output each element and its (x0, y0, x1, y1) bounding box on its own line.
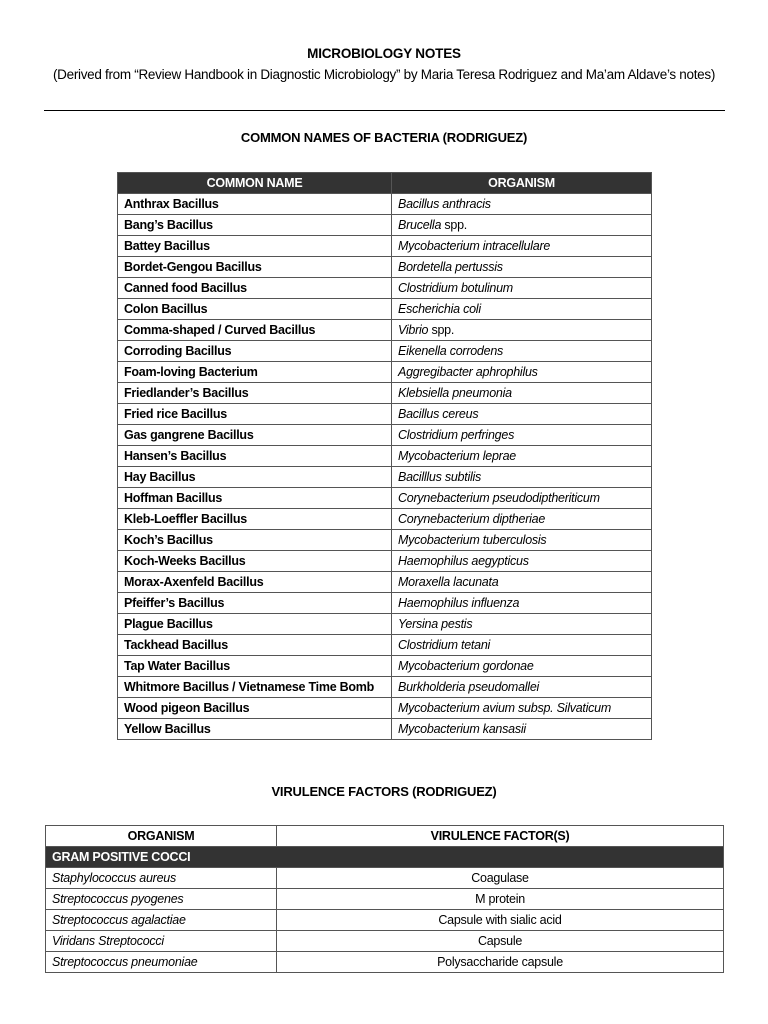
table-row (118, 719, 652, 740)
organism-cell (392, 551, 652, 572)
document-title: MICROBIOLOGY NOTES (307, 46, 461, 61)
organism-name: Haemophilus aegypticus (398, 554, 529, 568)
table-row (118, 446, 652, 467)
common-name-cell: Tap Water Bacillus (118, 656, 392, 677)
common-name-cell: Yellow Bacillus (118, 719, 392, 740)
organism-cell (392, 425, 652, 446)
table-row (118, 278, 652, 299)
table-row (118, 425, 652, 446)
table-row (118, 320, 652, 341)
organism-cell (392, 278, 652, 299)
table-row (118, 194, 652, 215)
table-row (118, 635, 652, 656)
column-header-organism: ORGANISM (46, 826, 277, 847)
organism-cell (392, 572, 652, 593)
organism-cell (392, 656, 652, 677)
organism-cell (392, 446, 652, 467)
common-name-cell: Foam-loving Bacterium (118, 362, 392, 383)
common-name-cell: Canned food Bacillus (118, 278, 392, 299)
organism-cell: Viridans Streptococci (46, 931, 277, 952)
organism-cell (392, 383, 652, 404)
organism-name: Bacillus anthracis (398, 197, 491, 211)
table-row (46, 952, 724, 973)
organism-cell (392, 719, 652, 740)
organism-cell (392, 404, 652, 425)
organism-cell (392, 635, 652, 656)
table-row (118, 656, 652, 677)
table-row (118, 215, 652, 236)
organism-cell (392, 467, 652, 488)
table-row (118, 530, 652, 551)
table-row (118, 383, 652, 404)
organism-name: Clostridium perfringes (398, 428, 515, 442)
common-name-cell: Plague Bacillus (118, 614, 392, 635)
common-name-cell: Colon Bacillus (118, 299, 392, 320)
organism-name: Burkholderia pseudomallei (398, 680, 540, 694)
organism-name: Mycobacterium tuberculosis (398, 533, 547, 547)
organism-cell (392, 194, 652, 215)
common-name-cell: Kleb-Loeffler Bacillus (118, 509, 392, 530)
common-name-cell: Pfeiffer’s Bacillus (118, 593, 392, 614)
table-row (118, 467, 652, 488)
organism-name: Mycobacterium avium subsp. Silvaticum (398, 701, 612, 715)
column-header-common-name: COMMON NAME (118, 173, 392, 194)
organism-name: Moraxella lacunata (398, 575, 499, 589)
organism-name: Brucella (398, 218, 442, 232)
virulence-factor-cell: Capsule (277, 931, 724, 952)
organism-name: Corynebacterium diptheriae (398, 512, 546, 526)
common-name-cell: Comma-shaped / Curved Bacillus (118, 320, 392, 341)
divider-line (44, 110, 725, 111)
table-row (118, 362, 652, 383)
organism-cell (392, 362, 652, 383)
document-subtitle: (Derived from “Review Handbook in Diagnostic Microbiology” by Maria Teresa Rodriguez and Ma’am Aldave’s notes) (52, 67, 716, 82)
organism-cell (392, 509, 652, 530)
common-name-cell: Hansen’s Bacillus (118, 446, 392, 467)
organism-cell (392, 341, 652, 362)
common-name-cell: Corroding Bacillus (118, 341, 392, 362)
common-name-cell: Hay Bacillus (118, 467, 392, 488)
section-title-common-names: COMMON NAMES OF BACTERIA (RODRIGUEZ) (240, 130, 528, 145)
organism-name: Mycobacterium leprae (398, 449, 516, 463)
organism-suffix: spp. (441, 218, 468, 232)
common-name-cell: Koch’s Bacillus (118, 530, 392, 551)
organism-cell (392, 530, 652, 551)
table-row (118, 677, 652, 698)
table-header-row (46, 826, 724, 847)
table-row (118, 551, 652, 572)
organism-cell (392, 236, 652, 257)
common-names-table (117, 172, 652, 740)
organism-name: Escherichia coli (398, 302, 481, 316)
organism-name: Eikenella corrodens (398, 344, 504, 358)
common-name-cell: Koch-Weeks Bacillus (118, 551, 392, 572)
table-row (46, 868, 724, 889)
table-row (118, 698, 652, 719)
table-row (118, 299, 652, 320)
organism-cell: Streptococcus agalactiae (46, 910, 277, 931)
organism-cell (392, 299, 652, 320)
common-name-cell: Bordet-Gengou Bacillus (118, 257, 392, 278)
organism-cell: Staphylococcus aureus (46, 868, 277, 889)
organism-name: Mycobacterium gordonae (398, 659, 534, 673)
virulence-factors-table (45, 825, 724, 973)
column-header-organism: ORGANISM (392, 173, 652, 194)
organism-cell: Streptococcus pyogenes (46, 889, 277, 910)
organism-cell (392, 215, 652, 236)
organism-cell (392, 677, 652, 698)
virulence-factor-cell: Capsule with sialic acid (277, 910, 724, 931)
organism-name: Bacilllus subtilis (398, 470, 482, 484)
organism-name: Clostridium botulinum (398, 281, 513, 295)
table-row (118, 257, 652, 278)
virulence-factor-cell: Polysaccharide capsule (277, 952, 724, 973)
table-row (118, 614, 652, 635)
table-row (118, 509, 652, 530)
common-name-cell: Bang’s Bacillus (118, 215, 392, 236)
organism-cell (392, 614, 652, 635)
table-row (46, 931, 724, 952)
table-row (118, 593, 652, 614)
virulence-factor-cell: Coagulase (277, 868, 724, 889)
organism-name: Clostridium tetani (398, 638, 491, 652)
organism-cell (392, 698, 652, 719)
table-row (46, 889, 724, 910)
group-row (46, 847, 724, 868)
organism-cell (392, 257, 652, 278)
organism-name: Yersina pestis (398, 617, 473, 631)
table-row (118, 572, 652, 593)
common-name-cell: Anthrax Bacillus (118, 194, 392, 215)
common-name-cell: Gas gangrene Bacillus (118, 425, 392, 446)
table-row (46, 910, 724, 931)
organism-name: Mycobacterium kansasii (398, 722, 526, 736)
organism-name: Mycobacterium intracellulare (398, 239, 551, 253)
organism-name: Bacillus cereus (398, 407, 479, 421)
organism-name: Vibrio (398, 323, 429, 337)
organism-cell (392, 593, 652, 614)
table-row (118, 404, 652, 425)
organism-cell (392, 320, 652, 341)
common-name-cell: Tackhead Bacillus (118, 635, 392, 656)
common-name-cell: Morax-Axenfeld Bacillus (118, 572, 392, 593)
group-label-gram-positive-cocci: GRAM POSITIVE COCCI (46, 847, 724, 868)
table-header-row (118, 173, 652, 194)
common-names-table-body (118, 194, 652, 740)
virulence-factor-cell: M protein (277, 889, 724, 910)
column-header-virulence-factors: VIRULENCE FACTOR(S) (277, 826, 724, 847)
common-name-cell: Hoffman Bacillus (118, 488, 392, 509)
organism-name: Corynebacterium pseudodiptheriticum (398, 491, 600, 505)
organism-name: Aggregibacter aphrophilus (398, 365, 538, 379)
common-name-cell: Whitmore Bacillus / Vietnamese Time Bomb (118, 677, 392, 698)
table-row (118, 341, 652, 362)
virulence-table-body (46, 847, 724, 973)
common-name-cell: Wood pigeon Bacillus (118, 698, 392, 719)
organism-suffix: spp. (428, 323, 455, 337)
organism-name: Klebsiella pneumonia (398, 386, 512, 400)
organism-cell (392, 488, 652, 509)
section-title-virulence-factors: VIRULENCE FACTORS (RODRIGUEZ) (271, 784, 497, 799)
common-name-cell: Fried rice Bacillus (118, 404, 392, 425)
organism-cell: Streptococcus pneumoniae (46, 952, 277, 973)
organism-name: Haemophilus influenza (398, 596, 520, 610)
common-name-cell: Friedlander’s Bacillus (118, 383, 392, 404)
organism-name: Bordetella pertussis (398, 260, 503, 274)
common-name-cell: Battey Bacillus (118, 236, 392, 257)
table-row (118, 236, 652, 257)
table-row (118, 488, 652, 509)
